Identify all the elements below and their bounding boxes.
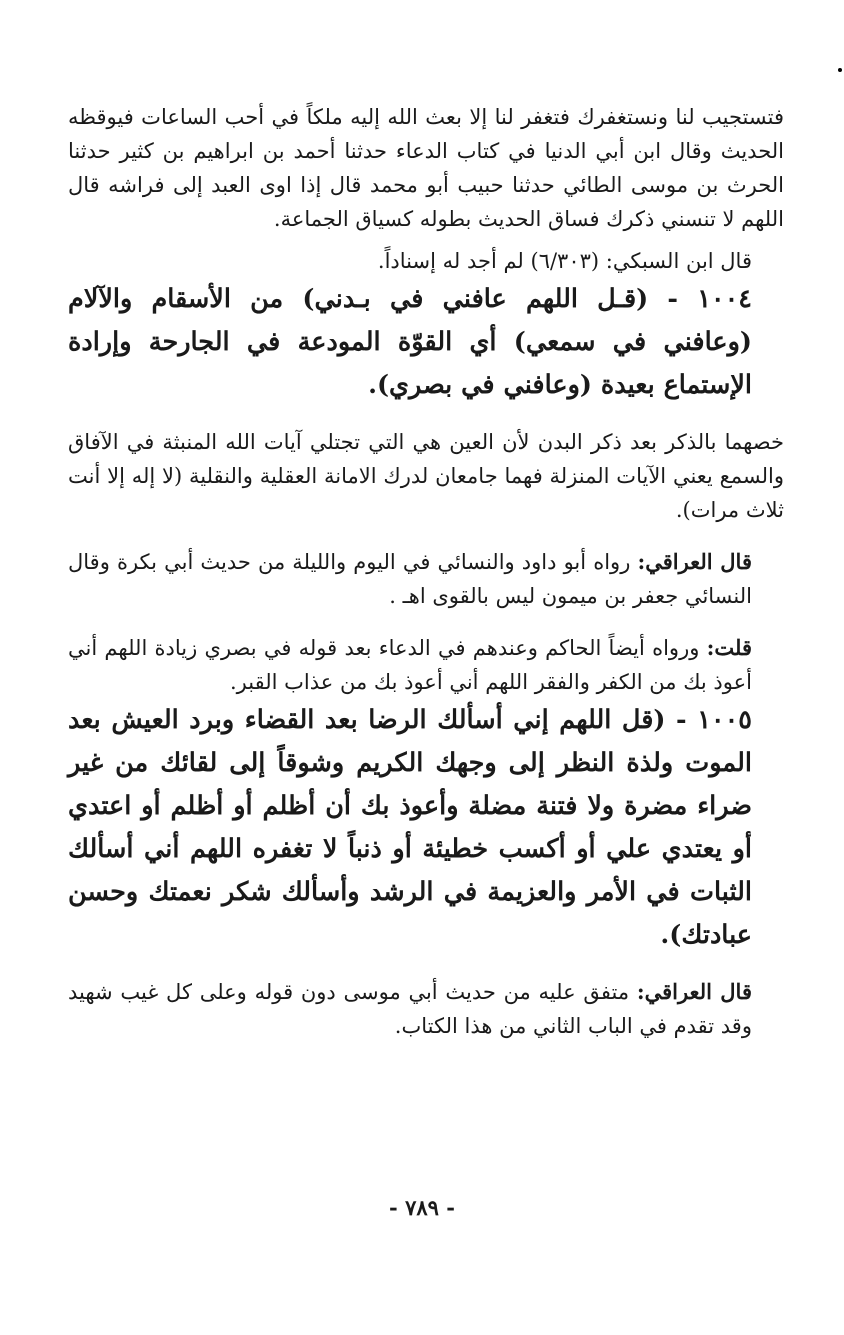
- iraqi-note-1005: [68, 975, 784, 1043]
- qultu-text-1004: ورواه أيضاً الحاكم وعندهم في الدعاء بعد قوله في بصري زيادة اللهم أني أعوذ بك من الكفر والفقر اللهم أني أعوذ بك من عذاب القبر.: [68, 636, 752, 694]
- hadith-1005: ١٠٠٥ - (قل اللهم إني أسألك الرضا بعد القضاء وبرد العيش بعد الموت ولذة النظر إلى وجهك الكريم وشوقاً إلى لقائك من غير ضراء مضرة ولا فتنة مضلة وأعوذ بك أن أظلم أو أظلم أو اعتدي أو يعتدي علي أو أكسب خطيئة أو ذنباً لا تغفره اللهم أني أسألك الثبات في الأمر والعزيمة في الرشد وأسألك شكر نعمتك وحسن عبادتك).: [68, 705, 752, 950]
- hadith-1004: ١٠٠٤ - (قـل اللهم عافني في بـدني) من الأسقام والآلام (وعافني في سمعي) أي القوّة المودعة في الجارحة وإرادة الإستماع بعيدة (وعافني في بصري).: [68, 284, 752, 400]
- iraqi-label-1005: قال العراقي:: [636, 979, 752, 1004]
- qultu-note-1004: [68, 631, 784, 699]
- iraqi-note-1004: [68, 545, 784, 613]
- page-number: - ٧٨٩ -: [389, 1195, 455, 1220]
- qultu-label-1004: قلت:: [706, 635, 752, 660]
- iraqi-text-1005: متفق عليه من حديث أبي موسى دون قوله وعلى كل غيب شهيد وقد تقدم في الباب الثاني من هذا الكتاب.: [68, 980, 752, 1038]
- corner-dot: [838, 68, 842, 72]
- subki-text: (٦/٣٠٣) لم أجد له إسناداً.: [377, 249, 600, 273]
- intro-paragraph: فتستجيب لنا ونستغفرك فتغفر لنا إلا بعث الله إليه ملكاً في أحب الساعات فيوقظه الحديث وقال ابن أبي الدنيا في كتاب الدعاء حدثنا أحمد بن ابراهيم بن كثير حدثنا الحرث بن موسى الطائي حدثنا حبيب أبو محمد قال إذا اوى العبد إلى فراشه قال اللهم لا تنسني ذكرك فساق الحديث بطوله كسياق الجماعة.: [68, 105, 784, 231]
- iraqi-label-1004: قال العراقي:: [637, 549, 752, 574]
- page-content: [68, 100, 784, 1043]
- subki-note: [68, 244, 784, 278]
- commentary-1004: خصهما بالذكر بعد ذكر البدن لأن العين هي التي تجتلي آيات الله المنبثة في الآفاق والسمع يعني الآيات المنزلة فهما جامعان لدرك الامانة العقلية والنقلية (لا إله إلا أنت ثلاث مرات).: [68, 430, 784, 522]
- subki-label: قال ابن السبكي:: [605, 249, 752, 273]
- iraqi-text-1004: رواه أبو داود والنسائي في اليوم والليلة من حديث أبي بكرة وقال النسائي جعفر بن ميمون ليس بالقوى اهـ .: [68, 550, 752, 608]
